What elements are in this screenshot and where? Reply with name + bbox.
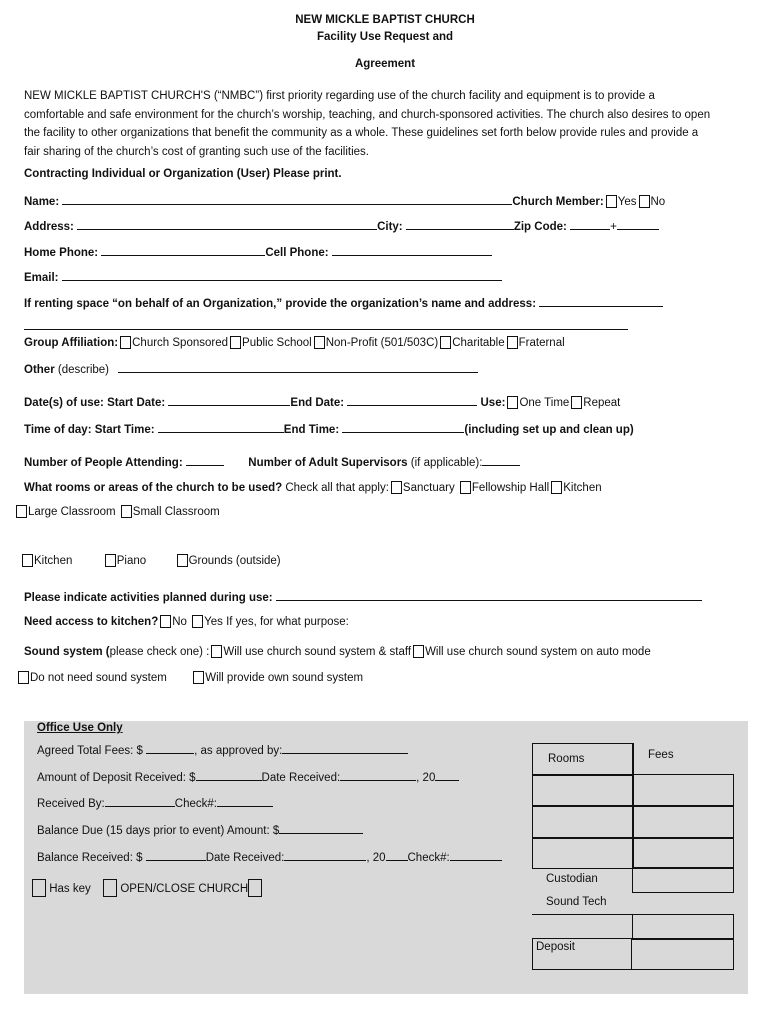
- keys-row: [32, 879, 262, 897]
- grounds-label: Grounds (outside): [188, 555, 281, 567]
- form-agreement-title: Agreement: [354, 58, 416, 70]
- fees-header: Fees: [648, 749, 674, 761]
- end-time-label: End Time:: [283, 424, 340, 436]
- large-classroom-checkbox[interactable]: [16, 505, 27, 518]
- kitchen-yes-checkbox[interactable]: [192, 615, 203, 628]
- email-field[interactable]: [62, 270, 502, 281]
- sound-auto-checkbox[interactable]: [413, 645, 424, 658]
- email-row: [24, 270, 502, 285]
- end-date-field[interactable]: [347, 395, 477, 406]
- deposit-received-label: Amount of Deposit Received: $: [37, 772, 196, 784]
- own-sound-label: Will provide own sound system: [205, 672, 364, 684]
- home-phone-field[interactable]: [101, 245, 265, 256]
- fee-cell-3[interactable]: [632, 837, 734, 869]
- fellowship-hall-label: Fellowship Hall: [471, 482, 550, 494]
- kitchen-no-checkbox[interactable]: [160, 615, 171, 628]
- check-no2-label: Check#:: [407, 852, 450, 864]
- rooms-row: [24, 481, 602, 495]
- sound-auto-label: Will use church sound system on auto mode: [425, 646, 651, 658]
- classrooms-row: [14, 505, 220, 519]
- form-subtitle: Facility Use Request and: [316, 31, 454, 43]
- deposit-amount-field[interactable]: [196, 770, 262, 781]
- year-prefix2-label: , 20: [366, 852, 386, 864]
- balance-due-label: Balance Due (15 days prior to event) Amount: $: [37, 825, 280, 837]
- kitchen-checkbox[interactable]: [551, 481, 562, 494]
- received-by-label: Received By:: [37, 798, 105, 810]
- activities-row: [24, 590, 702, 605]
- rooms-question: What rooms or areas of the church to be used?: [24, 482, 283, 494]
- sound-system-row: [24, 645, 651, 659]
- fee-cell-1[interactable]: [632, 774, 734, 807]
- fraternal-label: Fraternal: [518, 337, 565, 349]
- check-all-label: Check all that apply:: [285, 482, 389, 494]
- room-cell-3[interactable]: [532, 837, 634, 869]
- city-label: City:: [377, 221, 403, 233]
- grounds-checkbox[interactable]: [177, 554, 188, 567]
- kitchen2-label: Kitchen: [34, 555, 73, 567]
- sound-tech-fee-cell[interactable]: [632, 914, 734, 940]
- please-check-label: please check one) :: [109, 646, 210, 658]
- renting-label: If renting space “on behalf of an Organization,” provide the organization’s name and address:: [24, 298, 537, 310]
- balance-received-field[interactable]: [146, 850, 206, 861]
- describe-label: (describe): [57, 364, 110, 376]
- group-affiliation-label: Group Affiliation:: [24, 337, 119, 349]
- office-use-section: [24, 721, 748, 994]
- other-areas-row: [20, 554, 281, 568]
- start-time-field[interactable]: [158, 422, 284, 433]
- zip-separator: +: [610, 221, 617, 233]
- custodian-label: Custodian: [546, 873, 598, 885]
- kitchen-no-label: No: [172, 616, 187, 628]
- small-classroom-label: Small Classroom: [132, 506, 220, 518]
- custodian-fee-cell[interactable]: [632, 867, 734, 893]
- open-close-end-checkbox[interactable]: [248, 879, 262, 897]
- intro-paragraph: NEW MICKLE BAPTIST CHURCH'S (“NMBC”) first priority regarding use of the church facility and equipment is to provide a comfortable and safe environment for the church’s worship, teaching, and church-sponsored activities. The church also desires to open the facility to other organizations that benefit the community as a whole. These guidelines set forth below provide rules and provide a fair sharing of the church’s cost of granting such use of the facilities.: [24, 90, 711, 158]
- date-received-label: Date Received:: [261, 772, 341, 784]
- no-sound-checkbox[interactable]: [18, 671, 29, 684]
- deposit-row: [37, 770, 459, 785]
- phone-row: [24, 245, 492, 260]
- agreed-fees-label: Agreed Total Fees: $: [37, 745, 143, 757]
- church-title: NEW MICKLE BAPTIST CHURCH: [295, 14, 475, 26]
- contracting-label: Contracting Individual or Organization (User) Please print.: [24, 168, 342, 180]
- cell-phone-field[interactable]: [332, 245, 492, 256]
- sound-system-label: Sound system (: [24, 646, 110, 658]
- balance-received-label: Balance Received: $: [37, 852, 143, 864]
- cell-phone-label: Cell Phone:: [265, 247, 329, 259]
- kitchen-access-label: Need access to kitchen?: [24, 616, 159, 628]
- zip-plus4-field[interactable]: [617, 219, 659, 230]
- name-row: [24, 194, 665, 209]
- fellowship-hall-checkbox[interactable]: [460, 481, 471, 494]
- fraternal-checkbox[interactable]: [507, 336, 518, 349]
- fee-cell-2[interactable]: [632, 805, 734, 839]
- yes-label: Yes: [617, 196, 637, 208]
- rooms-header: Rooms: [548, 753, 585, 765]
- small-classroom-checkbox[interactable]: [121, 505, 132, 518]
- approved-by-field[interactable]: [282, 743, 408, 754]
- room-cell-2[interactable]: [532, 805, 634, 839]
- name-field[interactable]: [62, 194, 512, 205]
- renting-row: [24, 296, 663, 311]
- start-date-label: Date(s) of use: Start Date:: [24, 397, 166, 409]
- kitchen-access-row: [24, 615, 349, 629]
- one-time-checkbox[interactable]: [507, 396, 518, 409]
- one-time-label: One Time: [519, 397, 570, 409]
- year-prefix-label: , 20: [416, 772, 436, 784]
- sound-staff-checkbox[interactable]: [211, 645, 222, 658]
- public-school-checkbox[interactable]: [230, 336, 241, 349]
- piano-label: Piano: [116, 555, 147, 567]
- agreed-fees-field[interactable]: [146, 743, 194, 754]
- zip-label: Zip Code:: [513, 221, 567, 233]
- balance-due-field[interactable]: [279, 823, 363, 834]
- deposit-year-field[interactable]: [435, 770, 459, 781]
- received-by-row: [37, 796, 273, 811]
- deposit-date-field[interactable]: [340, 770, 416, 781]
- organization-address-line[interactable]: [24, 329, 628, 330]
- has-key-checkbox[interactable]: [32, 879, 46, 897]
- activities-field[interactable]: [276, 590, 702, 601]
- repeat-checkbox[interactable]: [571, 396, 582, 409]
- sound-staff-label: Will use church sound system & staff: [223, 646, 412, 658]
- church-sponsored-label: Church Sponsored: [132, 337, 229, 349]
- balance-due-row: [37, 823, 363, 838]
- start-time-label: Time of day: Start Time:: [24, 424, 155, 436]
- city-field[interactable]: [406, 219, 514, 230]
- zip-field[interactable]: [570, 219, 610, 230]
- open-close-checkbox[interactable]: [103, 879, 117, 897]
- repeat-label: Repeat: [583, 397, 621, 409]
- church-member-label: Church Member:: [512, 196, 604, 208]
- open-close-label: OPEN/CLOSE CHURCH: [120, 883, 249, 895]
- num-people-field[interactable]: [186, 455, 224, 466]
- other-field[interactable]: [118, 362, 478, 373]
- own-sound-checkbox[interactable]: [193, 671, 204, 684]
- time-row: [24, 422, 634, 437]
- deposit-cell: [532, 938, 632, 970]
- dates-row: [24, 395, 620, 410]
- home-phone-label: Home Phone:: [24, 247, 99, 259]
- address-field[interactable]: [77, 219, 377, 230]
- other-label: Other: [24, 364, 55, 376]
- large-classroom-label: Large Classroom: [28, 506, 116, 518]
- organization-field[interactable]: [539, 296, 663, 307]
- office-use-title: Office Use Only: [37, 722, 123, 734]
- sound-system-row2: [16, 671, 363, 685]
- check-no2-field[interactable]: [450, 850, 502, 861]
- use-label: Use:: [480, 397, 506, 409]
- church-member-yes-checkbox[interactable]: [606, 195, 617, 208]
- kitchen-yes-label: Yes If yes, for what purpose:: [204, 616, 349, 628]
- date-received2-label: Date Received:: [205, 852, 285, 864]
- balance-year-field[interactable]: [386, 850, 408, 861]
- rooms-header-cell: [532, 743, 634, 776]
- kitchen-label: Kitchen: [563, 482, 602, 494]
- non-profit-label: Non-Profit (501/503C): [325, 337, 439, 349]
- sound-tech-divider: [532, 914, 632, 915]
- charitable-label: Charitable: [452, 337, 505, 349]
- end-date-label: End Date:: [290, 397, 345, 409]
- balance-received-row: [37, 850, 502, 865]
- balance-date-field[interactable]: [284, 850, 366, 861]
- kitchen2-checkbox[interactable]: [22, 554, 33, 567]
- church-member-no-checkbox[interactable]: [639, 195, 650, 208]
- sanctuary-label: Sanctuary: [402, 482, 455, 494]
- num-supervisors-field[interactable]: [482, 455, 520, 466]
- setup-note: (including set up and clean up): [464, 424, 634, 436]
- charitable-checkbox[interactable]: [440, 336, 451, 349]
- piano-checkbox[interactable]: [105, 554, 116, 567]
- name-label: Name:: [24, 196, 60, 208]
- public-school-label: Public School: [242, 337, 312, 349]
- address-row: [24, 219, 659, 234]
- sanctuary-checkbox[interactable]: [391, 481, 402, 494]
- activities-label: Please indicate activities planned during use:: [24, 592, 273, 604]
- if-applicable-label: (if applicable):: [410, 457, 483, 469]
- check-no-label: Check#:: [174, 798, 217, 810]
- approved-by-label: , as approved by:: [194, 745, 283, 757]
- agreed-fees-row: [37, 743, 408, 758]
- other-row: [24, 362, 478, 377]
- non-profit-checkbox[interactable]: [314, 336, 325, 349]
- deposit-label: Deposit: [536, 941, 575, 953]
- attendance-row: [24, 455, 520, 470]
- no-sound-label: Do not need sound system: [30, 672, 167, 684]
- num-supervisors-label: Number of Adult Supervisors: [248, 457, 408, 469]
- end-time-field[interactable]: [342, 422, 464, 433]
- no-label: No: [650, 196, 666, 208]
- num-people-label: Number of People Attending:: [24, 457, 183, 469]
- received-by-field[interactable]: [105, 796, 175, 807]
- room-cell-1[interactable]: [532, 774, 634, 807]
- church-sponsored-checkbox[interactable]: [120, 336, 131, 349]
- email-label: Email:: [24, 272, 59, 284]
- has-key-label: Has key: [49, 883, 91, 895]
- deposit-fee-cell[interactable]: [631, 938, 734, 970]
- start-date-field[interactable]: [168, 395, 290, 406]
- fees-header-cell: [632, 743, 735, 776]
- check-no-field[interactable]: [217, 796, 273, 807]
- sound-tech-label: Sound Tech: [546, 896, 607, 908]
- group-affiliation-row: [24, 336, 565, 350]
- address-label: Address:: [24, 221, 74, 233]
